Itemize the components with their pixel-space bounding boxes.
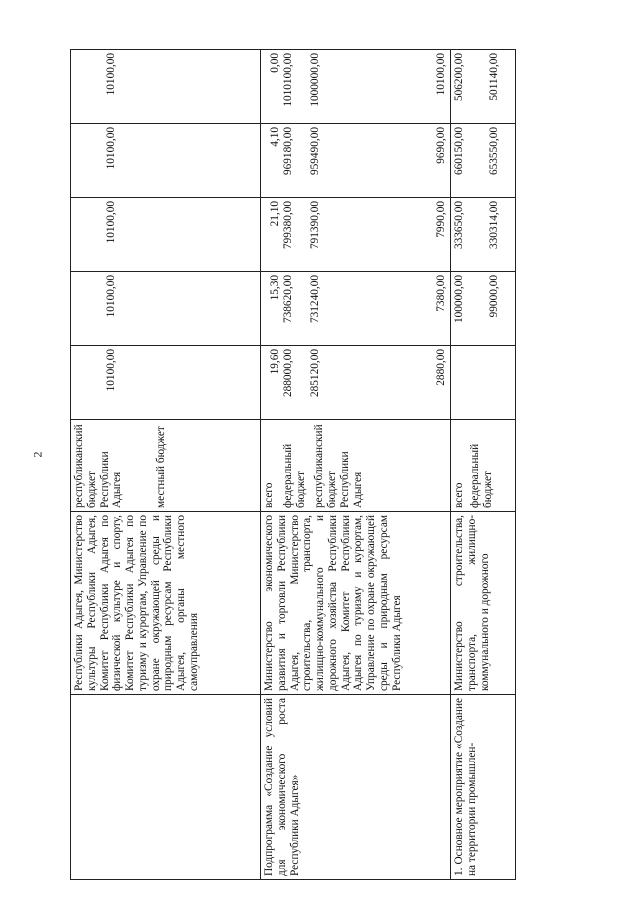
value-line: 330314,00 (487, 201, 500, 250)
value-line: 1000000,00 (308, 53, 321, 107)
value-cell-empty (451, 346, 516, 420)
value-cell (451, 272, 516, 346)
page-number: 2 (30, 451, 45, 458)
value-line: 19,60 (269, 349, 281, 375)
value-line: 791390,00 (308, 201, 321, 250)
value-line: 0,00 (269, 53, 281, 73)
funding-source-local: местный бюджет (155, 426, 168, 508)
table-row-main-activity (451, 50, 516, 880)
value-cell: 10100,00 (71, 346, 261, 420)
value-cell (451, 124, 516, 198)
value-line: 100000,00 (453, 275, 465, 324)
value-cell (261, 346, 451, 420)
value-line: 9690,00 (435, 127, 448, 164)
budget-table (70, 49, 516, 880)
value-cell: 10100,00 (71, 272, 261, 346)
program-name-cell-empty (71, 695, 261, 880)
value-line: 21,10 (269, 201, 281, 227)
value-cell (451, 198, 516, 272)
value-line: 99000,00 (487, 275, 500, 318)
value-line: 333650,00 (453, 201, 465, 250)
value-line: 506200,00 (453, 53, 465, 102)
value-cell (261, 50, 451, 124)
funding-source-cell (261, 420, 451, 512)
value-line: 2880,00 (435, 349, 448, 386)
value-line: 959490,00 (308, 127, 321, 176)
value-cell (451, 50, 516, 124)
value-line: 15,30 (269, 275, 281, 301)
executor-cell: Республики Адыгея, Министерство культуры Республики Адыгея, Комитет Республики Адыгея по физической культуре и спорту, Комитет Республики Адыгея по туризму и курортам, Управление по охране окружающей среды и природным ресурсам Республики Адыгея, органы местного самоуправления (71, 512, 261, 695)
value-cell: 10100,00 (71, 50, 261, 124)
value-cell: 10100,00 (71, 198, 261, 272)
value-cell (261, 272, 451, 346)
value-line: 501140,00 (487, 53, 500, 101)
table-row-continuation (71, 50, 261, 880)
executor-cell: Министерство строительства, транспорта, жилищно-коммунального и дорожного (451, 512, 516, 695)
funding-source-cell (71, 420, 261, 512)
value-line: 4,10 (269, 127, 281, 147)
funding-source-total: всего (453, 482, 465, 508)
value-line: 7380,00 (435, 275, 448, 312)
executor-cell: Министерство экономического развития и торговли Республики Адыгея, Министерство строительства, транспорта, жилищно-коммунального и дорожного хозяйства Республики Адыгея, Комитет Республики Адыгея по туризму и курортам, Управление по охране окружающей среды и природным ресурсам Республики Адыгея (261, 512, 451, 695)
value-line: 738620,00 (281, 275, 294, 324)
value-line: 7990,00 (435, 201, 448, 238)
value-line: 285120,00 (308, 349, 321, 398)
value-cell (261, 124, 451, 198)
rotated-table-wrapper (70, 50, 515, 880)
funding-source-regional: республиканский бюджет Республики Адыгея (73, 424, 124, 508)
value-line: 969180,00 (281, 127, 294, 176)
funding-source-total: всего (263, 482, 275, 508)
value-cell (261, 198, 451, 272)
value-line: 660150,00 (453, 127, 465, 176)
funding-source-regional: республиканский бюджет Республики Адыгея (313, 424, 364, 508)
funding-source-federal: федеральный бюджет (468, 443, 494, 508)
value-line: 799380,00 (281, 201, 294, 250)
funding-source-cell (451, 420, 516, 512)
value-cell: 10100,00 (71, 124, 261, 198)
value-line: 288000,00 (281, 349, 294, 398)
value-line: 1010100,00 (281, 53, 294, 107)
funding-source-federal: федеральный бюджет (281, 443, 307, 508)
program-name-cell: 1. Основное мероприятие «Создание на территории промышлен- (451, 695, 516, 880)
table-row-subprogram (261, 50, 451, 880)
program-name-cell: Подпрограмма «Создание условий для экономического роста Республики Адыгея» (261, 695, 451, 880)
value-line: 731240,00 (308, 275, 321, 324)
value-line: 653550,00 (487, 127, 500, 176)
value-line: 10100,00 (435, 53, 448, 96)
